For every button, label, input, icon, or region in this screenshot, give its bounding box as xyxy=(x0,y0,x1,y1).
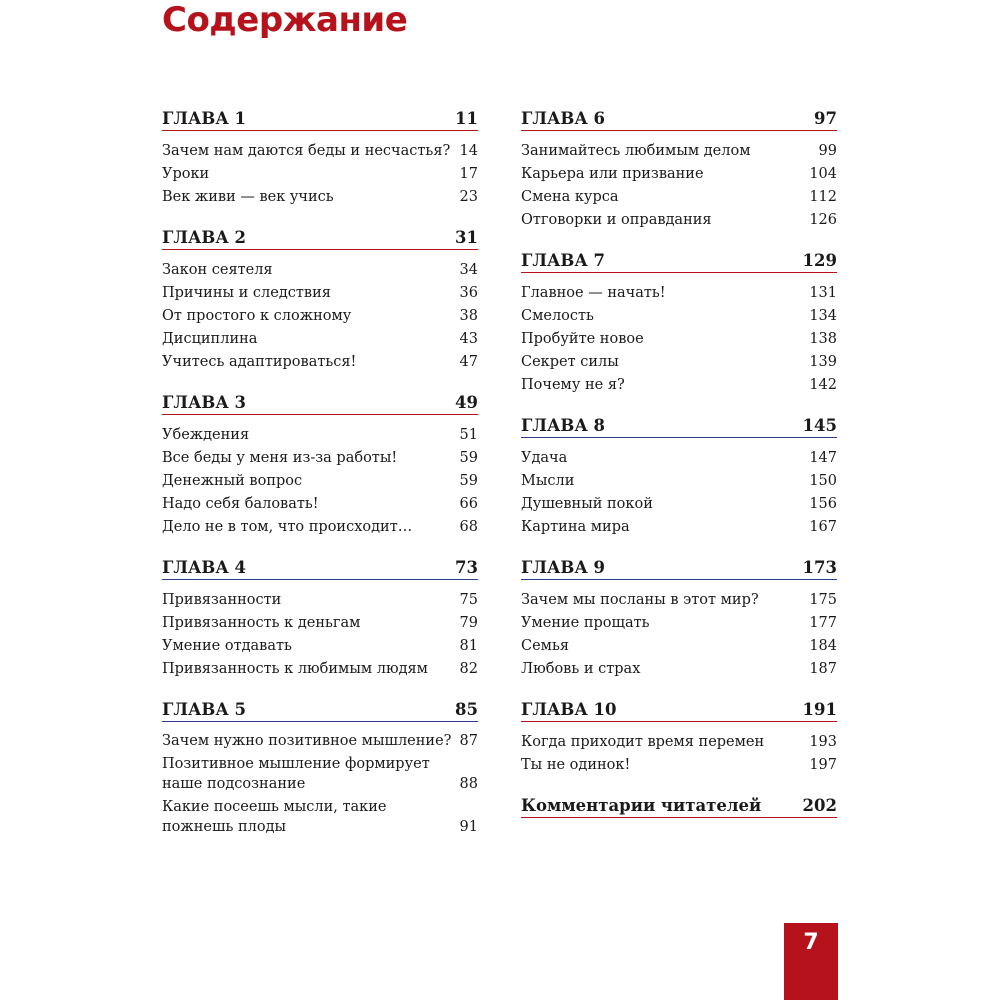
entry-title: Картина мира xyxy=(521,519,630,535)
entry-title: Уроки xyxy=(162,166,210,182)
toc-chapter xyxy=(521,699,837,777)
toc-entry[interactable] xyxy=(162,259,478,282)
entry-page: 47 xyxy=(459,354,478,370)
page-number-badge: 7 xyxy=(784,923,838,1000)
chapter-page: 85 xyxy=(455,700,478,719)
toc-entry[interactable] xyxy=(521,186,837,209)
toc-entry[interactable] xyxy=(521,305,837,328)
entry-title: Привязанность к любимым людям xyxy=(162,661,428,677)
entry-page: 112 xyxy=(809,189,837,205)
entry-page: 177 xyxy=(809,615,837,631)
toc-chapter xyxy=(521,250,837,397)
chapter-heading[interactable] xyxy=(521,108,837,131)
page-title: Содержание xyxy=(162,0,408,40)
toc-chapter xyxy=(162,227,478,374)
toc-entry[interactable] xyxy=(162,635,478,658)
entry-title: Занимайтесь любимым делом xyxy=(521,143,751,159)
entry-title: Век живи — век учись xyxy=(162,189,334,205)
entry-page: 88 xyxy=(459,776,478,792)
entry-title: Позитивное мышление формирует наше подсознание xyxy=(162,756,430,792)
toc-chapter xyxy=(162,557,478,681)
chapter-heading[interactable] xyxy=(162,392,478,415)
toc-entry[interactable] xyxy=(162,470,478,493)
chapter-label: ГЛАВА 5 xyxy=(162,700,247,719)
entry-page: 34 xyxy=(459,262,478,278)
entry-title: Причины и следствия xyxy=(162,285,331,301)
toc-entry[interactable] xyxy=(162,328,478,351)
entry-page: 23 xyxy=(459,189,478,205)
toc-entry[interactable] xyxy=(521,470,837,493)
entry-title: Семья xyxy=(521,638,569,654)
toc-chapter xyxy=(521,795,837,818)
toc-entry[interactable] xyxy=(162,351,478,374)
toc-entry[interactable] xyxy=(521,589,837,612)
entry-title: Почему не я? xyxy=(521,377,625,393)
chapter-label: Комментарии читателей xyxy=(521,796,762,815)
entry-page: 147 xyxy=(809,450,837,466)
entry-title: Отговорки и оправдания xyxy=(521,212,712,228)
chapter-heading[interactable] xyxy=(162,557,478,580)
toc-chapter xyxy=(521,557,837,681)
toc-entry[interactable] xyxy=(521,447,837,470)
entry-page: 91 xyxy=(459,819,478,835)
toc-entry[interactable] xyxy=(521,658,837,681)
entry-page: 187 xyxy=(809,661,837,677)
chapter-label: ГЛАВА 3 xyxy=(162,393,247,412)
entry-title: Душевный покой xyxy=(521,496,653,512)
entry-title: Умение прощать xyxy=(521,615,650,631)
entry-title: Денежный вопрос xyxy=(162,473,303,489)
entry-page: 193 xyxy=(809,734,837,750)
entry-title: Любовь и страх xyxy=(521,661,641,677)
entry-title: Дисциплина xyxy=(162,331,258,347)
entry-title: Привязанности xyxy=(162,592,282,608)
toc-chapter xyxy=(521,108,837,232)
toc-entry[interactable] xyxy=(521,351,837,374)
toc-entry[interactable] xyxy=(162,305,478,328)
toc-entry[interactable] xyxy=(162,658,478,681)
toc-chapter xyxy=(521,415,837,539)
entry-page: 175 xyxy=(809,592,837,608)
entry-title: Пробуйте новое xyxy=(521,331,644,347)
chapter-label: ГЛАВА 4 xyxy=(162,558,247,577)
chapter-page: 97 xyxy=(814,109,837,128)
entry-page: 66 xyxy=(459,496,478,512)
entry-title: Смена курса xyxy=(521,189,619,205)
toc-entry[interactable] xyxy=(162,797,478,837)
entry-title: Удача xyxy=(521,450,568,466)
chapter-heading[interactable] xyxy=(521,795,837,818)
entry-page: 150 xyxy=(809,473,837,489)
entry-page: 75 xyxy=(459,592,478,608)
toc-entry[interactable] xyxy=(162,186,478,209)
chapter-heading[interactable] xyxy=(521,250,837,273)
entry-title: Смелость xyxy=(521,308,594,324)
entry-page: 68 xyxy=(459,519,478,535)
entry-page: 167 xyxy=(809,519,837,535)
entry-page: 59 xyxy=(459,473,478,489)
entry-page: 142 xyxy=(809,377,837,393)
chapter-label: ГЛАВА 10 xyxy=(521,700,617,719)
entry-page: 138 xyxy=(809,331,837,347)
chapter-heading[interactable] xyxy=(521,699,837,722)
toc-entry[interactable] xyxy=(521,635,837,658)
entry-title: Главное — начать! xyxy=(521,285,666,301)
entry-page: 126 xyxy=(809,212,837,228)
entry-page: 17 xyxy=(459,166,478,182)
toc-entry[interactable] xyxy=(162,731,478,751)
toc-left-column xyxy=(162,108,478,855)
chapter-page: 73 xyxy=(455,558,478,577)
entry-page: 36 xyxy=(459,285,478,301)
entry-page: 79 xyxy=(459,615,478,631)
entry-title: Привязанность к деньгам xyxy=(162,615,361,631)
toc-chapter xyxy=(162,108,478,209)
toc-entry[interactable] xyxy=(162,163,478,186)
entry-page: 99 xyxy=(818,143,837,159)
entry-page: 38 xyxy=(459,308,478,324)
toc-entry[interactable] xyxy=(162,424,478,447)
entry-title: Дело не в том, что происходит… xyxy=(162,519,413,535)
toc-chapter xyxy=(162,699,478,837)
toc-entry[interactable] xyxy=(521,282,837,305)
toc-entry[interactable] xyxy=(162,282,478,305)
entry-page: 59 xyxy=(459,450,478,466)
toc-entry[interactable] xyxy=(521,328,837,351)
chapter-heading[interactable] xyxy=(162,699,478,722)
toc-entry[interactable] xyxy=(162,140,478,163)
entry-title: Какие посеешь мысли, такие пожнешь плоды xyxy=(162,799,387,835)
chapter-heading[interactable] xyxy=(162,227,478,250)
chapter-page: 11 xyxy=(455,109,478,128)
toc-entry[interactable] xyxy=(162,447,478,470)
chapter-heading[interactable] xyxy=(521,415,837,438)
toc-entry[interactable] xyxy=(521,754,837,777)
chapter-label: ГЛАВА 1 xyxy=(162,109,247,128)
entry-page: 104 xyxy=(809,166,837,182)
chapter-heading[interactable] xyxy=(162,108,478,131)
chapter-page: 173 xyxy=(802,558,837,577)
toc-entry[interactable] xyxy=(521,493,837,516)
entry-title: Все беды у меня из-за работы! xyxy=(162,450,398,466)
entry-title: Мысли xyxy=(521,473,575,489)
toc-entry[interactable] xyxy=(162,493,478,516)
entry-page: 139 xyxy=(809,354,837,370)
entry-page: 81 xyxy=(459,638,478,654)
entry-title: Зачем нам даются беды и несчастья? xyxy=(162,143,451,159)
chapter-page: 31 xyxy=(455,228,478,247)
toc-entry[interactable] xyxy=(521,140,837,163)
chapter-label: ГЛАВА 6 xyxy=(521,109,606,128)
entry-page: 43 xyxy=(459,331,478,347)
toc-entry[interactable] xyxy=(521,209,837,232)
entry-title: Учитесь адаптироваться! xyxy=(162,354,357,370)
entry-page: 131 xyxy=(809,285,837,301)
entry-page: 82 xyxy=(459,661,478,677)
chapter-page: 49 xyxy=(455,393,478,412)
toc-entry[interactable] xyxy=(162,589,478,612)
toc-chapter xyxy=(162,392,478,539)
entry-title: Ты не одинок! xyxy=(521,757,631,773)
entry-title: От простого к сложному xyxy=(162,308,352,324)
entry-page: 87 xyxy=(459,733,478,749)
entry-page: 184 xyxy=(809,638,837,654)
toc-entry[interactable] xyxy=(521,612,837,635)
toc-entry[interactable] xyxy=(162,612,478,635)
chapter-page: 191 xyxy=(802,700,837,719)
toc-entry[interactable] xyxy=(162,516,478,539)
chapter-label: ГЛАВА 7 xyxy=(521,251,606,270)
chapter-page: 145 xyxy=(802,416,837,435)
toc-entry[interactable] xyxy=(521,516,837,539)
entry-title: Зачем мы посланы в этот мир? xyxy=(521,592,759,608)
entry-page: 197 xyxy=(809,757,837,773)
chapter-label: ГЛАВА 8 xyxy=(521,416,606,435)
entry-page: 134 xyxy=(809,308,837,324)
toc-entry[interactable] xyxy=(162,754,478,794)
toc-entry[interactable] xyxy=(521,163,837,186)
entry-title: Убеждения xyxy=(162,427,250,443)
chapter-heading[interactable] xyxy=(521,557,837,580)
entry-title: Когда приходит время перемен xyxy=(521,734,765,750)
entry-page: 51 xyxy=(459,427,478,443)
chapter-page: 129 xyxy=(802,251,837,270)
toc-entry[interactable] xyxy=(521,374,837,397)
entry-page: 156 xyxy=(809,496,837,512)
entry-title: Карьера или призвание xyxy=(521,166,704,182)
entry-title: Закон сеятеля xyxy=(162,262,273,278)
chapter-page: 202 xyxy=(802,796,837,815)
chapter-label: ГЛАВА 9 xyxy=(521,558,606,577)
chapter-label: ГЛАВА 2 xyxy=(162,228,247,247)
entry-title: Умение отдавать xyxy=(162,638,292,654)
toc-entry[interactable] xyxy=(521,731,837,754)
entry-title: Секрет силы xyxy=(521,354,619,370)
toc-right-column xyxy=(521,108,837,836)
entry-title: Зачем нужно позитивное мышление? xyxy=(162,733,452,749)
entry-title: Надо себя баловать! xyxy=(162,496,319,512)
entry-page: 14 xyxy=(459,143,478,159)
